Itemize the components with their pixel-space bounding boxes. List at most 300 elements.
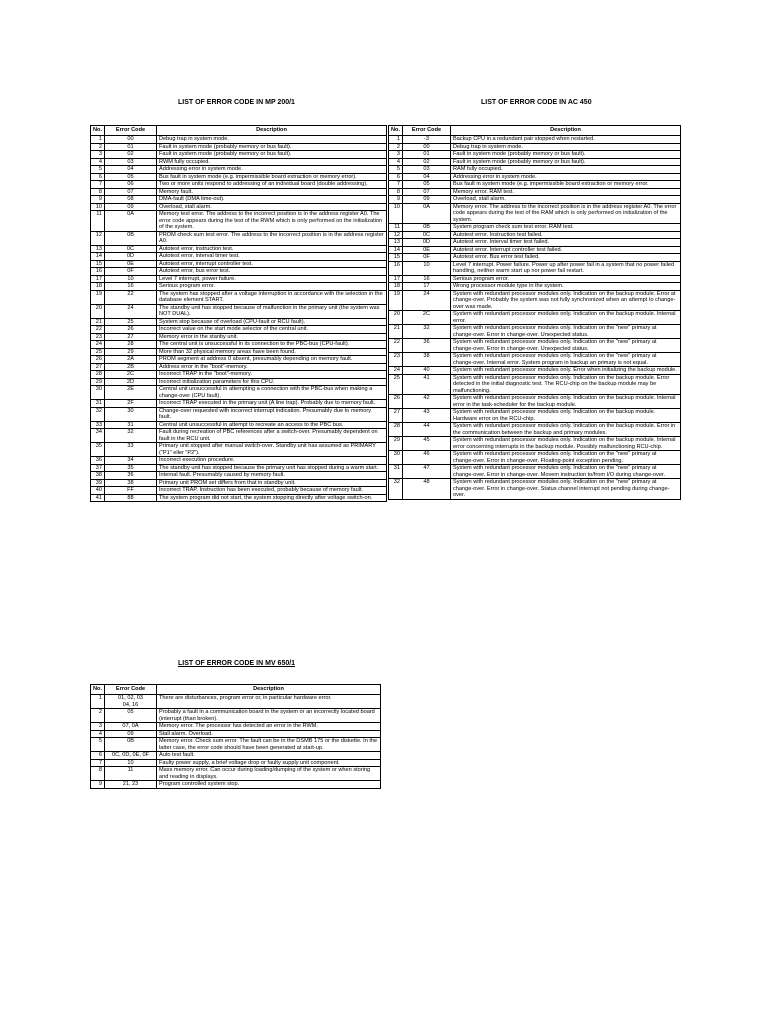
row-number: 11 <box>91 211 105 232</box>
error-description: Bus fault in system mode (e.g. impermissible board extraction or memory error). <box>157 173 387 181</box>
error-description: Memory test error. The address to the incorrect position is in the address register A0. The error code appears during the test of the RWM which is only performed on the initialization of the system. <box>157 211 387 232</box>
error-code: 01, 02, 03 04, 16 <box>105 695 157 709</box>
error-code: 0A <box>403 203 451 224</box>
row-number: 36 <box>91 457 105 465</box>
table-row <box>389 181 681 189</box>
error-code: 21, 23 <box>105 781 157 789</box>
table-row <box>389 188 681 196</box>
table-row <box>91 443 387 457</box>
error-description: There are disturbances, program error or, in particular hardware error. <box>157 695 381 709</box>
row-number: 29 <box>389 437 403 451</box>
row-number: 3 <box>91 151 105 159</box>
error-description: Incorrect TRAP in the "boot"-memory. <box>157 371 387 379</box>
error-description: System with redundant processor modules only. Indication on the "new" primary at change-over. Error in change-over. Unexpected status. <box>451 325 681 339</box>
error-description: Autotest error. Bus error test failed. <box>451 254 681 262</box>
error-description: System with redundant processor modules only. Indication on the backup module. Error in the communication between the backup and primary modules. <box>451 423 681 437</box>
error-description: Probably a fault in a communication board in the system or an incorrectly located board (interrupt (than broken). <box>157 709 381 723</box>
table-row <box>91 759 381 767</box>
error-code: 05 <box>403 181 451 189</box>
table-row <box>389 465 681 479</box>
row-number: 25 <box>389 374 403 395</box>
table-row <box>91 166 387 174</box>
mv-table-title: LIST OF ERROR CODE IN MV 650/1 <box>178 660 296 667</box>
row-number: 20 <box>389 311 403 325</box>
header-code: Error Code <box>105 685 157 695</box>
row-number: 1 <box>389 136 403 144</box>
row-number: 28 <box>389 423 403 437</box>
error-description: System with redundant processor modules only. Indication on the backup module. Internal error in the task-scheduler for the backup module. <box>451 395 681 409</box>
row-number: 11 <box>389 224 403 232</box>
error-code: 2C <box>403 311 451 325</box>
error-code: 22 <box>105 290 157 304</box>
error-description: Memory error. The processor has detected an error in the RWM. <box>157 723 381 731</box>
error-description: RAM fully occupied. <box>451 166 681 174</box>
row-number: 3 <box>389 151 403 159</box>
error-description: Overload, stall alarm. <box>451 196 681 204</box>
error-description: The system has stopped after a voltage interruption in accordance with the selection in the database element START. <box>157 290 387 304</box>
error-description: System with redundant processor modules only. Indication on the backup module. Internal error concerning interrupts in the backup module. Possibly malfunctioning RCU-chip. <box>451 437 681 451</box>
error-description: The system program did not start, the system stopping directly after voltage switch-on. <box>157 494 387 502</box>
error-description: Overload, stall alarm. <box>157 203 387 211</box>
header-code: Error Code <box>105 126 157 136</box>
row-number: 18 <box>389 283 403 291</box>
error-description: Debug trap in system mode. <box>157 136 387 144</box>
error-code: 0B <box>403 224 451 232</box>
row-number: 8 <box>91 188 105 196</box>
row-number: 6 <box>91 173 105 181</box>
error-description: Incorrect TRAP. Instruction has been executed, probably because of memory fault. <box>157 487 387 495</box>
error-code: 0E <box>403 246 451 254</box>
row-number: 15 <box>91 260 105 268</box>
row-number: 8 <box>91 767 105 781</box>
error-code: 42 <box>403 395 451 409</box>
error-description: Level 7 interrupt, power failure. <box>157 275 387 283</box>
error-code: 11 <box>105 767 157 781</box>
row-number: 22 <box>389 339 403 353</box>
table-row <box>91 781 381 789</box>
error-description: Debug trap in system mode. <box>451 143 681 151</box>
row-number: 7 <box>389 181 403 189</box>
row-number: 1 <box>91 695 105 709</box>
error-code: 07 <box>403 188 451 196</box>
table-row <box>91 253 387 261</box>
table-row <box>91 318 387 326</box>
error-code: 2A <box>105 356 157 364</box>
ac-error-table <box>388 125 681 500</box>
table-row <box>91 333 387 341</box>
error-description: Bus fault in system mode (e.g. impermissible board extraction or memory error. <box>451 181 681 189</box>
error-description: System with redundant processor modules only. Indication on the backup module. Error at change-over. Probably the system was not fully synchronized when an attempt to change-over was made. <box>451 290 681 311</box>
error-description: System with redundant processor modules only. Indication on the "new" primary at change-over. Error in change-over. Floating-point exception pending. <box>451 451 681 465</box>
table-row <box>389 325 681 339</box>
error-code: 00 <box>403 143 451 151</box>
error-code: 32 <box>105 429 157 443</box>
table-row <box>389 423 681 437</box>
error-description: Memory error in the stanby unit. <box>157 333 387 341</box>
row-number: 12 <box>389 231 403 239</box>
row-number: 19 <box>389 290 403 311</box>
error-description: Central unit unsuccessful in attempt to recreate an access to the PBC bus. <box>157 421 387 429</box>
row-number: 15 <box>389 254 403 262</box>
row-number: 32 <box>389 479 403 500</box>
error-description: Autotest error. Interrupt controller test failed. <box>451 246 681 254</box>
mv-error-table <box>90 684 381 789</box>
error-code: 07 <box>105 188 157 196</box>
error-description: Central unit unsuccessful in attempting a connection with the PBC-bus when making a change-over (CPU fault). <box>157 386 387 400</box>
header-desc: Description <box>157 126 387 136</box>
table-row <box>91 143 387 151</box>
error-code: 0C, 0D, 0E, 0F <box>105 752 157 760</box>
row-number: 12 <box>91 231 105 245</box>
error-description: Fault during recreation of PBC references after a switch-over. Presumably dependent on fault in the RCU unit. <box>157 429 387 443</box>
error-description: System with redundant processor modules only. Indication on the backup module. Hardware error on the RCU-chip. <box>451 409 681 423</box>
error-description: DMA-fault (DMA time-out). <box>157 196 387 204</box>
error-code: 88 <box>105 494 157 502</box>
error-code: 35 <box>105 464 157 472</box>
row-number: 8 <box>389 188 403 196</box>
row-number: 16 <box>91 268 105 276</box>
error-description: Program controlled system stop. <box>157 781 381 789</box>
table-row <box>91 709 381 723</box>
row-number: 28 <box>91 371 105 379</box>
table-row <box>389 224 681 232</box>
table-row <box>91 348 387 356</box>
error-description: Addressing error in system mode. <box>157 166 387 174</box>
row-number: 27 <box>389 409 403 423</box>
error-code: 04 <box>403 173 451 181</box>
error-description: Addressing error in system mode. <box>451 173 681 181</box>
error-description: Mass memory error. Can occur during loading/dumping of the system or when storing and reading in displays. <box>157 767 381 781</box>
row-number: 10 <box>389 203 403 224</box>
table-row <box>389 451 681 465</box>
error-code: 2B <box>105 363 157 371</box>
error-code: 10 <box>403 261 451 275</box>
table-row <box>389 166 681 174</box>
error-code: 41 <box>403 374 451 395</box>
row-number: 14 <box>91 253 105 261</box>
error-description: Auto test fault. <box>157 752 381 760</box>
mp-error-table <box>90 125 387 502</box>
error-code: 0B <box>105 231 157 245</box>
error-code: 0D <box>403 239 451 247</box>
error-code: 05 <box>105 709 157 723</box>
row-number: 9 <box>389 196 403 204</box>
error-code: 24 <box>403 290 451 311</box>
row-number: 24 <box>91 341 105 349</box>
table-row <box>91 487 387 495</box>
error-code: 2D <box>105 378 157 386</box>
table-row <box>389 136 681 144</box>
row-number: 26 <box>91 356 105 364</box>
table-row <box>91 203 387 211</box>
error-description: System program check sum test error. RAM test. <box>451 224 681 232</box>
table-row <box>389 275 681 283</box>
table-row <box>91 464 387 472</box>
header-desc: Description <box>451 126 681 136</box>
error-code: 48 <box>403 479 451 500</box>
error-code: 36 <box>403 339 451 353</box>
error-description: Primary unit PROM set differs from that in standby unit. <box>157 479 387 487</box>
error-description: Incorrect TRAP executed in the primary unit (A line trap). Probably due to memory fault. <box>157 400 387 408</box>
table-row <box>91 457 387 465</box>
table-row <box>91 283 387 291</box>
error-description: Internal fault. Presumably caused by memory fault. <box>157 472 387 480</box>
error-code: 02 <box>403 158 451 166</box>
table-row <box>91 211 387 232</box>
table-row <box>389 246 681 254</box>
row-number: 2 <box>389 143 403 151</box>
error-code: 38 <box>403 353 451 367</box>
error-code: 0A <box>105 211 157 232</box>
row-number: 5 <box>389 166 403 174</box>
row-number: 35 <box>91 443 105 457</box>
row-number: 40 <box>91 487 105 495</box>
row-number: 33 <box>91 421 105 429</box>
error-description: Autotest error. Interval timer test failed. <box>451 239 681 247</box>
table-row <box>91 231 387 245</box>
row-number: 26 <box>389 395 403 409</box>
error-code: -3 <box>403 136 451 144</box>
error-code: 43 <box>403 409 451 423</box>
error-code: 2E <box>105 386 157 400</box>
row-number: 5 <box>91 738 105 752</box>
row-number: 24 <box>389 367 403 375</box>
table-row <box>91 304 387 318</box>
error-description: Autotest error. Instruction test failed. <box>451 231 681 239</box>
error-code: 03 <box>403 166 451 174</box>
header-code: Error Code <box>403 126 451 136</box>
row-number: 6 <box>91 752 105 760</box>
table-header-row <box>91 685 381 695</box>
error-description: The standby unit has stopped because of malfunction in the primary unit (the system was NOT DUAL). <box>157 304 387 318</box>
row-number: 21 <box>91 318 105 326</box>
error-code: 01 <box>403 151 451 159</box>
error-description: System with redundant processor modules only. Indication on the "new" primary at change-over. Error in change-over. Status channel interrupt not pending during change-over. <box>451 479 681 500</box>
error-code: 24 <box>105 304 157 318</box>
row-number: 14 <box>389 246 403 254</box>
error-code: 10 <box>105 759 157 767</box>
error-code: 0E <box>105 260 157 268</box>
error-description: System with redundant processor modules only. Error when initializing the backup module. <box>451 367 681 375</box>
table-row <box>91 136 387 144</box>
table-row <box>91 356 387 364</box>
row-number: 10 <box>91 203 105 211</box>
error-description: System with redundant processor modules only. Indication on the backup module. Error detected in the initial diagnostic test. The RCU-chip on the backup module may be malfunctioning. <box>451 374 681 395</box>
row-number: 39 <box>91 479 105 487</box>
error-description: PROM segment at address 0 absent, presumably depending on memory fault. <box>157 356 387 364</box>
table-row <box>389 151 681 159</box>
row-number: 9 <box>91 781 105 789</box>
error-description: System with redundant processor modules only. Indication on the "new" primary at change-over. Internal error. System program in backup an primary is not equal. <box>451 353 681 367</box>
error-code: 25 <box>105 318 157 326</box>
table-row <box>91 196 387 204</box>
error-code: 36 <box>105 472 157 480</box>
error-description: More than 32 physical memory areas have been found. <box>157 348 387 356</box>
row-number: 31 <box>91 400 105 408</box>
table-row <box>389 203 681 224</box>
error-description: Fault in system mode (probably memory or bus fault). <box>451 151 681 159</box>
table-row <box>91 752 381 760</box>
table-row <box>91 723 381 731</box>
table-row <box>389 239 681 247</box>
error-code: 27 <box>105 333 157 341</box>
row-number: 30 <box>389 451 403 465</box>
error-code: 07, 0A <box>105 723 157 731</box>
error-description: Address error in the "boot"-memory. <box>157 363 387 371</box>
header-no: No. <box>91 685 105 695</box>
table-row <box>91 400 387 408</box>
table-row <box>389 283 681 291</box>
table-row <box>91 326 387 334</box>
row-number: 6 <box>389 173 403 181</box>
table-row <box>91 378 387 386</box>
row-number: 3 <box>91 723 105 731</box>
error-code: 08 <box>105 196 157 204</box>
error-code: 03 <box>105 158 157 166</box>
error-description: Wrong processor module type in the system. <box>451 283 681 291</box>
error-code: 01 <box>105 143 157 151</box>
table-row <box>389 374 681 395</box>
table-row <box>389 353 681 367</box>
error-description: The standby unit has stopped because the primary unit has stopped during a warm start. <box>157 464 387 472</box>
error-description: System with redundant processor modules only. Indication on the "new" primary at change-over. Error in change-over. Unexpected status. <box>451 339 681 353</box>
row-number: 9 <box>91 196 105 204</box>
row-number: 22 <box>91 326 105 334</box>
error-description: Memory fault. <box>157 188 387 196</box>
error-code: 31 <box>105 421 157 429</box>
table-row <box>91 151 387 159</box>
error-code: 32 <box>403 325 451 339</box>
row-number: 32 <box>91 407 105 421</box>
table-row <box>91 386 387 400</box>
row-number: 16 <box>389 261 403 275</box>
table-row <box>389 339 681 353</box>
table-row <box>389 143 681 151</box>
table-header-row <box>389 126 681 136</box>
table-row <box>389 367 681 375</box>
error-code: 28 <box>105 341 157 349</box>
error-description: Memory error. RAM test. <box>451 188 681 196</box>
error-code: FF <box>105 487 157 495</box>
row-number: 17 <box>389 275 403 283</box>
row-number: 34 <box>91 429 105 443</box>
ac-table-title: LIST OF ERROR CODE IN AC 450 <box>481 99 592 106</box>
error-description: The central unit is unsuccessful in its connection to the PBC-bus (CPU-fault). <box>157 341 387 349</box>
row-number: 1 <box>91 136 105 144</box>
error-description: Backup CPU in a redundant pair stopped when restarted. <box>451 136 681 144</box>
table-row <box>91 158 387 166</box>
table-row <box>91 494 387 502</box>
row-number: 21 <box>389 325 403 339</box>
error-description: RWM fully occupied. <box>157 158 387 166</box>
header-no: No. <box>91 126 105 136</box>
table-row <box>91 181 387 189</box>
row-number: 4 <box>389 158 403 166</box>
table-row <box>91 363 387 371</box>
error-code: 30 <box>105 407 157 421</box>
error-description: Stall alarm. Overload. <box>157 730 381 738</box>
table-row <box>91 173 387 181</box>
row-number: 37 <box>91 464 105 472</box>
table-row <box>91 479 387 487</box>
row-number: 4 <box>91 730 105 738</box>
row-number: 29 <box>91 378 105 386</box>
table-row <box>389 158 681 166</box>
error-code: 46 <box>403 451 451 465</box>
error-description: Fault in system mode (probably memory or bus fault). <box>157 143 387 151</box>
error-code: 0C <box>105 245 157 253</box>
error-code: 0F <box>403 254 451 262</box>
row-number: 25 <box>91 348 105 356</box>
row-number: 31 <box>389 465 403 479</box>
error-code: 40 <box>403 367 451 375</box>
table-row <box>91 767 381 781</box>
row-number: 19 <box>91 290 105 304</box>
error-description: System with redundant processor modules only. Indication on the "new" primary at change-over. Error in change-over. Movem instruction to/from I/O during change-over. <box>451 465 681 479</box>
error-description: Serious program error. <box>157 283 387 291</box>
table-row <box>389 231 681 239</box>
table-row <box>91 429 387 443</box>
error-description: Fault in system mode (probably memory or bus fault). <box>451 158 681 166</box>
error-code: 06 <box>105 181 157 189</box>
row-number: 4 <box>91 158 105 166</box>
table-row <box>389 261 681 275</box>
error-description: Faulty power supply, a brief voltage drop or faulty supply unit component. <box>157 759 381 767</box>
error-code: 2F <box>105 400 157 408</box>
table-row <box>389 437 681 451</box>
error-code: 02 <box>105 151 157 159</box>
row-number: 2 <box>91 143 105 151</box>
table-row <box>389 395 681 409</box>
row-number: 13 <box>389 239 403 247</box>
row-number: 7 <box>91 181 105 189</box>
error-description: Level 7 interrupt. Power failure. Power up after power fail in a system that no power failed handling, neither warm start up nor power fail restart. <box>451 261 681 275</box>
error-code: 05 <box>105 173 157 181</box>
row-number: 17 <box>91 275 105 283</box>
row-number: 13 <box>91 245 105 253</box>
error-code: 0D <box>105 253 157 261</box>
error-code: 0C <box>403 231 451 239</box>
row-number: 23 <box>91 333 105 341</box>
error-description: System with redundant processor modules only. Indication on the backup module. Internal error. <box>451 311 681 325</box>
error-code: 34 <box>105 457 157 465</box>
table-row <box>389 254 681 262</box>
error-code: 2C <box>105 371 157 379</box>
header-desc: Description <box>157 685 381 695</box>
table-row <box>91 730 381 738</box>
error-description: Primary unit stopped after manual switch-over. Standby unit has assumed as PRIMARY ("P1" eller "P2"). <box>157 443 387 457</box>
error-code: 38 <box>105 479 157 487</box>
error-description: Fault in system mode (probably memory or bus fault). <box>157 151 387 159</box>
header-no: No. <box>389 126 403 136</box>
error-description: Autotest error, bus error test. <box>157 268 387 276</box>
error-description: Incorrect execution procedure. <box>157 457 387 465</box>
error-code: 09 <box>105 730 157 738</box>
row-number: 5 <box>91 166 105 174</box>
table-row <box>91 371 387 379</box>
table-row <box>91 341 387 349</box>
row-number: 23 <box>389 353 403 367</box>
error-description: Incorrect value on the start mode selector of the central unit. <box>157 326 387 334</box>
error-description: Two or more units respond to addressing of an individual board (double addressing). <box>157 181 387 189</box>
table-row <box>91 738 381 752</box>
error-description: Memory error. The address to the incorrect position is in the address register A0. The error code appears during the test of the RAM which is only performed on initialization of the system. <box>451 203 681 224</box>
table-row <box>91 188 387 196</box>
error-code: 04 <box>105 166 157 174</box>
error-code: 33 <box>105 443 157 457</box>
table-row <box>389 196 681 204</box>
table-row <box>91 472 387 480</box>
